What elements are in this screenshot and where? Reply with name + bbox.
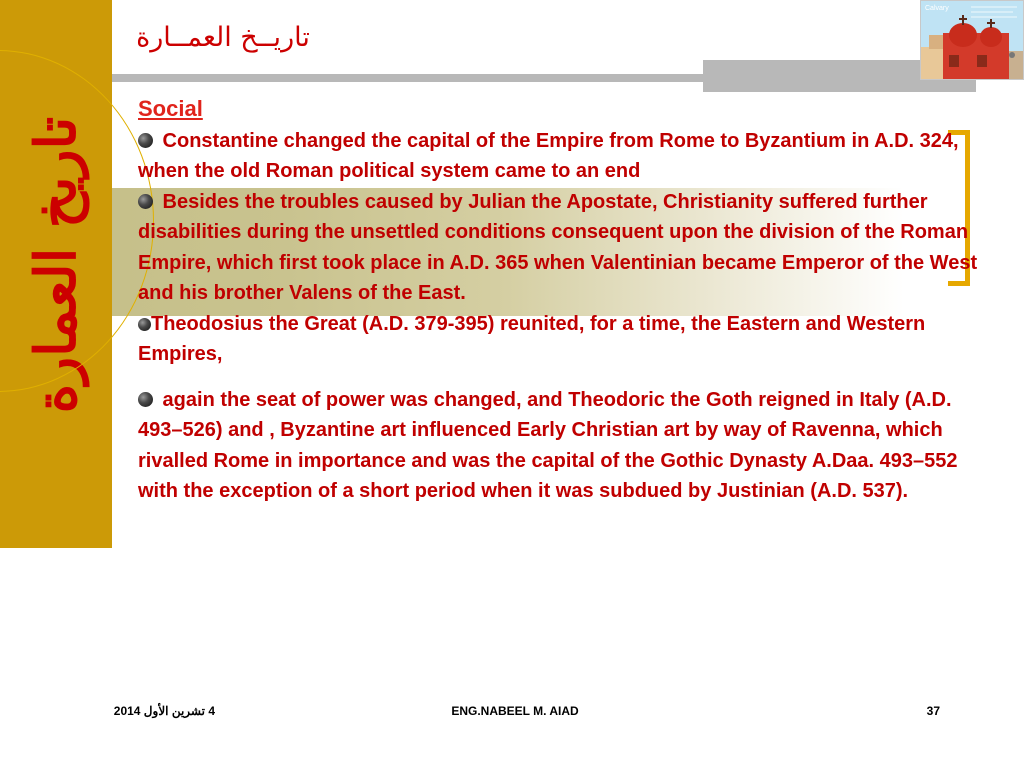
bullet-dot-icon [138,194,153,209]
bullet-item [138,385,998,507]
top-divider-line [112,74,704,82]
bullet-dot-icon [138,318,151,331]
bullet-item [138,309,998,370]
bullet-item [138,126,998,187]
header-title: تاريــخ العمــارة [136,22,310,53]
footer-page-number: 37 [926,704,940,718]
thumbnail-caption: Calvary [925,5,949,12]
bullet-text: Constantine changed the capital of the Empire from Rome to Byzantium in A.D. 324, when the old Roman political system came to an end [138,129,959,182]
bullet-dot-icon [138,133,153,148]
church-illustration-icon [921,1,1023,79]
bullet-text: Besides the troubles caused by Julian the Apostate, Christianity suffered further disabilities during the unsettled conditions consequent upon the division of the Roman Empire, which first took place in A.D. 365 when Valentinian became Emperor of the West and his brother Valens of the East. [138,190,978,304]
church-thumbnail-image [920,0,1024,80]
decorative-circle [0,50,154,392]
footer-date: 4 تشرين الأول 2014 [113,704,215,718]
bullet-text: again the seat of power was changed, and Theodoric the Goth reigned in Italy (A.D. 493–526) and , Byzantine art influenced Early Christian art by way of Ravenna, which rivalled Rome in importance and was the capital of the Gothic Dynasty A.Daa. 493–552 with the exception of a short period when it was subdued by Justinian (A.D. 537). [138,388,958,502]
vertical-title-text: تاريخ العمارة [23,116,90,414]
bullet-text: Theodosius the Great (A.D. 379-395) reunited, for a time, the Eastern and Western Empires, [138,312,926,365]
bullet-dot-icon [138,392,153,407]
slide-content [138,94,998,507]
bullet-item [138,187,998,309]
footer-author: ENG.NABEEL M. AIAD [451,704,579,718]
section-heading: Social [138,96,203,121]
